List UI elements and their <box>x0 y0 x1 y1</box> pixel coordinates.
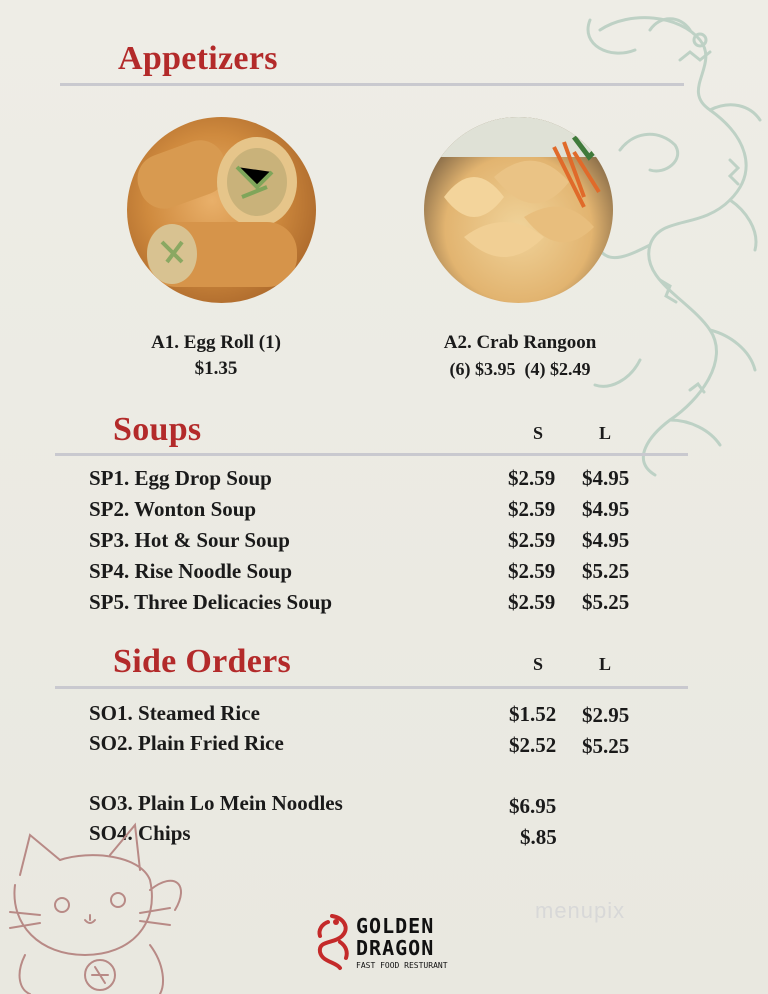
egg-roll-item <box>100 330 332 382</box>
list-item: SP3. Hot & Sour Soup <box>89 528 290 552</box>
logo-line1: GOLDEN <box>356 914 435 938</box>
crab-rangoon-item <box>400 330 640 382</box>
soups-title: Soups <box>113 411 202 448</box>
list-item: SP2. Wonton Soup <box>89 497 257 521</box>
egg-roll-name: A1. Egg Roll (1) <box>151 332 281 353</box>
price-small: $2.59 <box>508 497 556 521</box>
side-orders-divider <box>55 686 688 689</box>
price-large: $5.25 <box>582 590 630 614</box>
side-orders-col-large: L <box>599 654 612 674</box>
price-small: $1.52 <box>509 702 557 726</box>
list-item: SO4. Chips <box>89 821 191 845</box>
crab-rangoon-photo <box>424 117 613 303</box>
list-item: SP1. Egg Drop Soup <box>89 466 272 490</box>
price-small: $2.59 <box>508 590 556 614</box>
appetizers-title: Appetizers <box>118 40 278 77</box>
price-small: $2.59 <box>508 559 556 583</box>
price-large: $2.95 <box>582 703 630 727</box>
price-small: $.85 <box>520 825 557 849</box>
price-small: $2.59 <box>508 466 556 490</box>
price-small: $2.52 <box>509 733 557 757</box>
price-large: $5.25 <box>582 559 630 583</box>
price-large: $5.25 <box>582 734 630 758</box>
price-large: $4.95 <box>582 466 630 490</box>
soups-col-small: S <box>533 423 544 443</box>
egg-roll-photo <box>127 117 316 303</box>
dragon-logo-icon <box>310 912 354 972</box>
soups-col-large: L <box>599 423 612 443</box>
side-orders-col-small: S <box>533 654 544 674</box>
crab-rangoon-name: A2. Crab Rangoon <box>443 332 597 353</box>
list-item: SO2. Plain Fried Rice <box>89 731 284 755</box>
price-large: $4.95 <box>582 497 630 521</box>
price-small: $2.59 <box>508 528 556 552</box>
logo-line2: DRAGON <box>356 936 435 960</box>
list-item: SO3. Plain Lo Mein Noodles <box>89 791 343 815</box>
side-orders-title: Side Orders <box>113 643 292 680</box>
list-item: SP5. Three Delicacies Soup <box>89 590 333 614</box>
appetizers-divider <box>60 83 684 86</box>
crab-rangoon-price: (6) $3.95 (4) $2.49 <box>449 359 591 379</box>
list-item: SO1. Steamed Rice <box>89 701 260 725</box>
lucky-cat-illustration <box>0 815 210 994</box>
menupix-watermark: menupix <box>535 898 626 923</box>
price-large: $4.95 <box>582 528 630 552</box>
logo-tagline: FAST FOOD RESTURANT <box>356 961 448 970</box>
list-item: SP4. Rise Noodle Soup <box>89 559 293 583</box>
egg-roll-price: $1.35 <box>194 358 238 379</box>
golden-dragon-logo <box>310 912 462 974</box>
soups-divider <box>55 453 688 456</box>
price-small: $6.95 <box>509 794 557 818</box>
